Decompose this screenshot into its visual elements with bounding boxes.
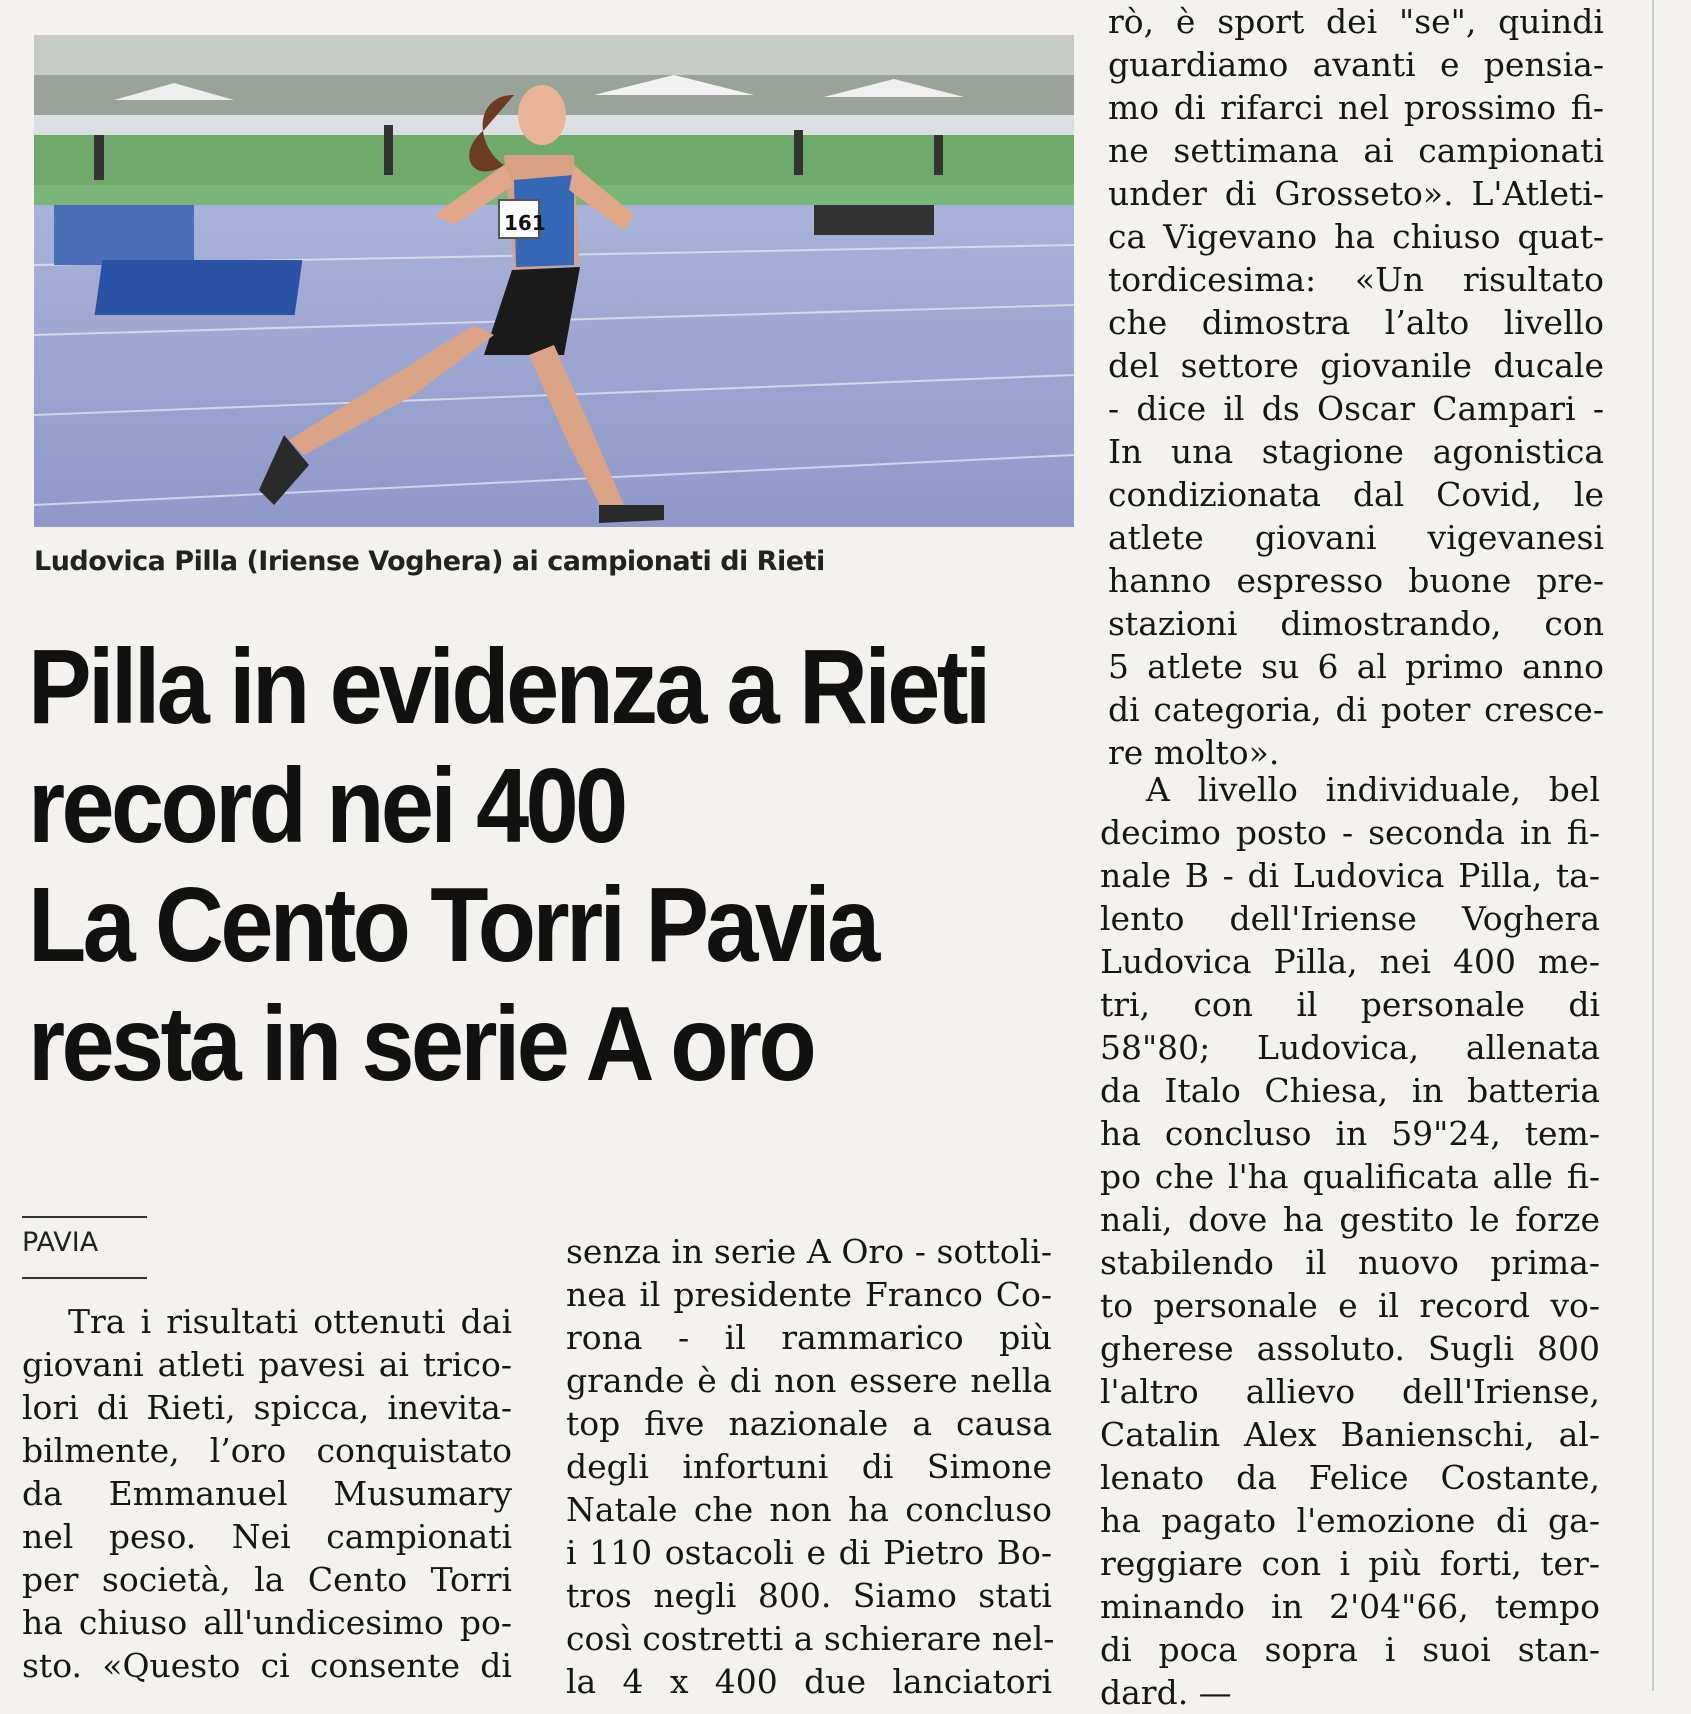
text-line: minando in 2'04"66, tempo <box>1100 1587 1600 1626</box>
article-column-3-continued <box>1100 768 1600 1714</box>
headline-line-3: La Cento Torri Pavia <box>28 866 877 984</box>
text-line: hanno espresso buone pre- <box>1108 561 1604 600</box>
article-column-3 <box>1108 0 1604 774</box>
text-line: A livello individuale, bel <box>1146 770 1600 809</box>
text-line: Tra i risultati ottenuti dai <box>68 1302 512 1341</box>
text-line: 5 atlete su 6 al primo anno <box>1108 647 1604 686</box>
article-column-2 <box>566 1230 1055 1703</box>
text-line: da Italo Chiesa, in batteria <box>1100 1071 1600 1110</box>
text-line: l'altro allievo dell'Iriense, <box>1100 1372 1600 1411</box>
text-line: Catalin Alex Banienschi, al- <box>1100 1415 1600 1454</box>
text-line: bilmente, l’oro conquistato <box>22 1431 512 1470</box>
text-line: senza in serie A Oro - sottoli- <box>566 1232 1052 1271</box>
bib-number: 161 <box>504 211 546 235</box>
photo-caption: Ludovica Pilla (Iriense Voghera) ai campionati di Rieti <box>34 546 825 577</box>
text-line: i 110 ostacoli e di Pietro Bo- <box>566 1533 1052 1572</box>
text-line: ha chiuso all'undicesimo po- <box>22 1603 512 1642</box>
article-column-1 <box>22 1300 512 1687</box>
text-line: mo di rifarci nel prossimo fi- <box>1108 88 1604 127</box>
text-line: del settore giovanile ducale <box>1108 346 1604 385</box>
headline-line-2: record nei 400 <box>28 747 625 865</box>
text-line: nale B - di Ludovica Pilla, ta- <box>1100 856 1600 895</box>
text-line: top five nazionale a causa <box>566 1404 1052 1443</box>
text-line: la 4 x 400 due lanciatori <box>566 1662 1052 1701</box>
text-line: stabilendo il nuovo prima- <box>1100 1243 1600 1282</box>
text-line: rona - il rammarico più <box>566 1318 1052 1357</box>
text-line: re molto». <box>1108 733 1280 772</box>
text-line: nali, dove ha gestito le forze <box>1100 1200 1600 1239</box>
text-line: decimo posto - seconda in fi- <box>1100 813 1600 852</box>
page-edge <box>1652 0 1691 1691</box>
text-line: under di Grosseto». L'Atleti- <box>1108 174 1604 213</box>
text-line: giovani atleti pavesi ai trico- <box>22 1345 512 1384</box>
text-line: Ludovica Pilla, nei 400 me- <box>1100 942 1600 981</box>
text-line: condizionata dal Covid, le <box>1108 475 1604 514</box>
dateline-rule-bottom <box>22 1277 147 1279</box>
text-line: ne settimana ai campionati <box>1108 131 1604 170</box>
text-line: guardiamo avanti e pensia- <box>1108 45 1604 84</box>
text-line: atlete giovani vigevanesi <box>1108 518 1604 557</box>
text-line: dard. — <box>1100 1673 1232 1712</box>
text-line: tordicesima: «Un risultato <box>1108 260 1604 299</box>
text-line: di poca sopra i suoi stan- <box>1100 1630 1600 1669</box>
text-line: ha pagato l'emozione di ga- <box>1100 1501 1600 1540</box>
text-line: stazioni dimostrando, con <box>1108 604 1604 643</box>
text-line: così costretti a schierare nel- <box>566 1619 1055 1658</box>
text-line: ca Vigevano ha chiuso quat- <box>1108 217 1604 256</box>
text-line: In una stagione agonistica <box>1108 432 1604 471</box>
text-line: nea il presidente Franco Co- <box>566 1275 1052 1314</box>
text-line: Natale che non ha concluso <box>566 1490 1052 1529</box>
text-line: per società, la Cento Torri <box>22 1560 512 1599</box>
headline <box>28 628 1088 1104</box>
dateline-rule-top <box>22 1216 147 1218</box>
text-line: 58"80; Ludovica, allenata <box>1100 1028 1600 1067</box>
text-line: to personale e il record vo- <box>1100 1286 1600 1325</box>
text-line: nel peso. Nei campionati <box>22 1517 512 1556</box>
dateline: PAVIA <box>22 1227 99 1258</box>
text-line: da Emmanuel Musumary <box>22 1474 512 1513</box>
text-line: ha concluso in 59"24, tem- <box>1100 1114 1600 1153</box>
text-line: po che l'ha qualificata alle fi- <box>1100 1157 1600 1196</box>
text-line: che dimostra l’alto livello <box>1108 303 1604 342</box>
text-line: tros negli 800. Siamo stati <box>566 1576 1052 1615</box>
runner-photo-icon <box>34 35 1074 527</box>
text-line: - dice il ds Oscar Campari - <box>1108 389 1604 428</box>
text-line: tri, con il personale di <box>1100 985 1600 1024</box>
article-photo <box>34 35 1074 527</box>
text-line: gherese assoluto. Sugli 800 <box>1100 1329 1600 1368</box>
text-line: lenato da Felice Costante, <box>1100 1458 1600 1497</box>
text-line: degli infortuni di Simone <box>566 1447 1052 1486</box>
headline-line-1: Pilla in evidenza a Rieti <box>28 628 988 746</box>
text-line: lori di Rieti, spicca, inevita- <box>22 1388 512 1427</box>
text-line: di categoria, di poter cresce- <box>1108 690 1604 729</box>
text-line: sto. «Questo ci consente di <box>22 1646 512 1685</box>
text-line: reggiare con i più forti, ter- <box>1100 1544 1600 1583</box>
text-line: lento dell'Iriense Voghera <box>1100 899 1600 938</box>
text-line: rò, è sport dei "se", quindi <box>1108 2 1604 41</box>
headline-line-4: resta in serie A oro <box>28 985 814 1103</box>
text-line: grande è di non essere nella <box>566 1361 1052 1400</box>
